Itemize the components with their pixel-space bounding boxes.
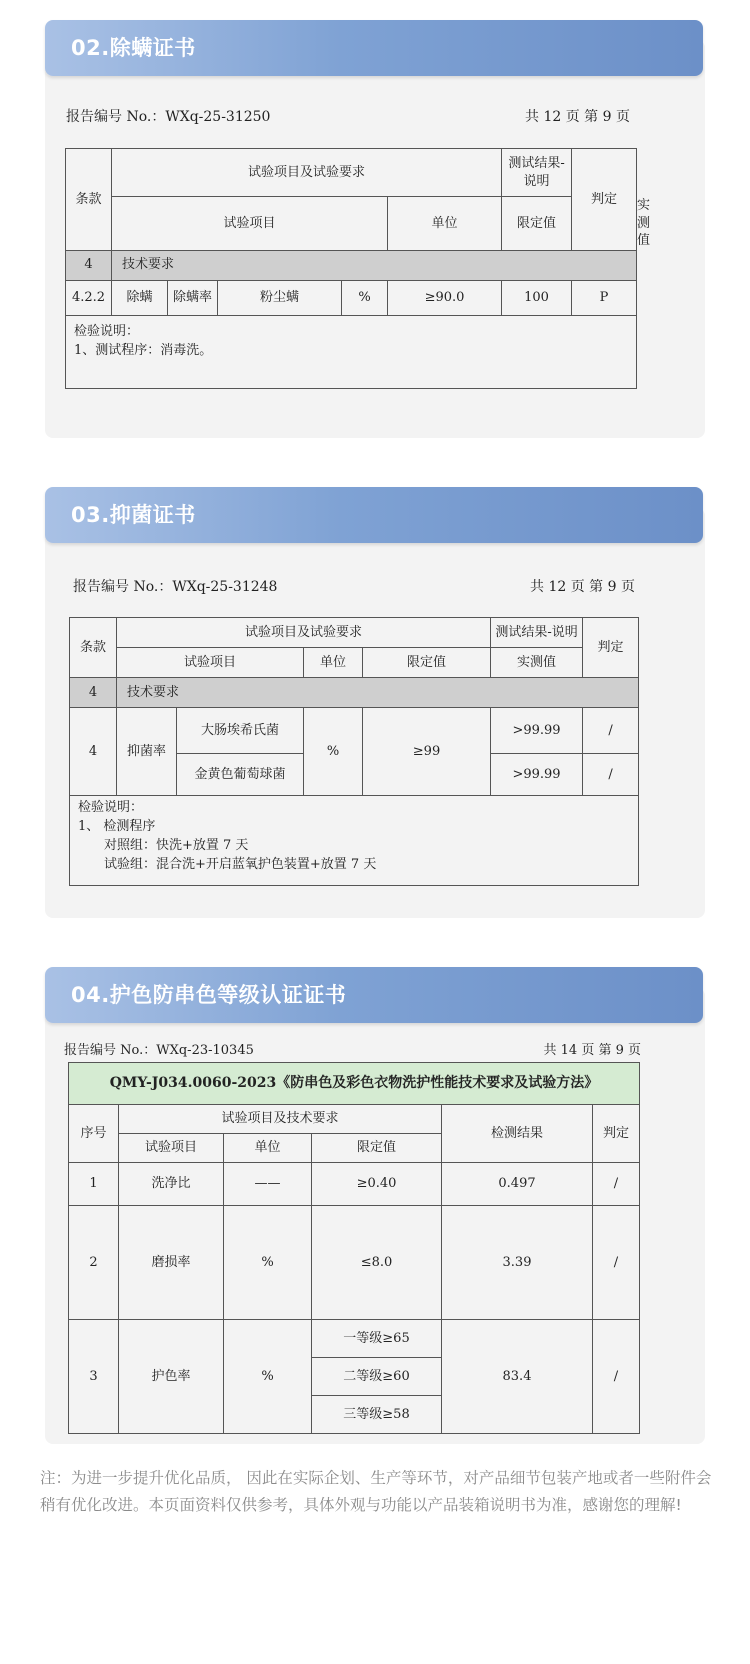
header-test-item: 试验项目 <box>112 197 388 251</box>
section-label: 技术要求 <box>112 250 637 280</box>
header-judge: 判定 <box>593 1105 640 1163</box>
table-cell: 3 <box>69 1320 119 1434</box>
notes-title: 检验说明： <box>74 323 140 339</box>
result-table-04 <box>68 1062 640 1434</box>
section-number: 4 <box>70 678 117 708</box>
report-number-04: 报告编号 No.：WXq-23-10345 <box>64 1043 254 1058</box>
table-cell: ≥0.40 <box>312 1163 442 1206</box>
table-cell: 磨损率 <box>119 1206 224 1320</box>
table-cell: 4 <box>70 708 117 796</box>
table-cell: % <box>304 708 363 796</box>
notes-line: 试验组：混合洗+开启蓝氧护色装置+放置 7 天 <box>104 857 377 872</box>
section-title-03: 03.抑菌证书 <box>71 503 196 527</box>
result-table-03 <box>69 617 639 886</box>
header-judge: 判定 <box>572 149 637 251</box>
table-cell: 二等级≥60 <box>312 1358 442 1396</box>
table-cell: 100 <box>502 280 572 315</box>
table-cell: ≥90.0 <box>388 280 502 315</box>
header-limit: 限定值 <box>502 197 572 251</box>
header-limit: 限定值 <box>363 648 491 678</box>
table-cell: % <box>342 280 388 315</box>
banner-02 <box>45 20 703 76</box>
table-cell: / <box>583 708 639 754</box>
table-cell: P <box>572 280 637 315</box>
table-cell: 除螨 <box>112 280 168 315</box>
table-cell: 83.4 <box>442 1320 593 1434</box>
header-items-requirements: 试验项目及技术要求 <box>119 1105 442 1134</box>
section-title-02: 02.除螨证书 <box>71 36 196 60</box>
result-table-02 <box>65 148 637 389</box>
table-cell: 金黄色葡萄球菌 <box>177 754 304 796</box>
header-no: 序号 <box>69 1105 119 1163</box>
table-cell: 抑菌率 <box>117 708 177 796</box>
table-cell: >99.99 <box>491 708 583 754</box>
table-cell: 大肠埃希氏菌 <box>177 708 304 754</box>
table-cell: >99.99 <box>491 754 583 796</box>
test-notes <box>66 315 637 388</box>
standard-title: QMY-J034.0060-2023《防串色及彩色衣物洗护性能技术要求及试验方法》 <box>69 1063 640 1105</box>
report-number-02: 报告编号 No.：WXq-25-31250 <box>66 109 271 125</box>
header-limit: 限定值 <box>312 1134 442 1163</box>
banner-03 <box>45 487 703 543</box>
table-cell: 0.497 <box>442 1163 593 1206</box>
header-unit: 单位 <box>304 648 363 678</box>
header-measured: 实测值 <box>491 648 583 678</box>
section-label: 技术要求 <box>117 678 639 708</box>
table-cell: / <box>593 1320 640 1434</box>
table-cell: 2 <box>69 1206 119 1320</box>
header-clause: 条款 <box>70 618 117 678</box>
table-cell: / <box>593 1206 640 1320</box>
table-cell: 一等级≥65 <box>312 1320 442 1358</box>
notes-line: 对照组：快洗+放置 7 天 <box>104 838 249 853</box>
header-test-item: 试验项目 <box>119 1134 224 1163</box>
footer-note: 注：为进一步提升优化品质， 因此在实际企划、生产等环节，对产品细节包装产地或者一些附件会稍有优化改进。本页面资料仅供参考，具体外观与功能以产品装箱说明书为准，感谢您的理解! <box>40 1469 712 1514</box>
table-cell: 3.39 <box>442 1206 593 1320</box>
header-items-requirements: 试验项目及试验要求 <box>117 618 491 648</box>
table-cell: 粉尘螨 <box>218 280 342 315</box>
test-notes <box>70 796 639 886</box>
page-count-03: 共 12 页 第 9 页 <box>530 579 635 595</box>
table-cell: —— <box>224 1163 312 1206</box>
table-cell: / <box>583 754 639 796</box>
table-cell: 1 <box>69 1163 119 1206</box>
notes-title: 检验说明： <box>78 800 144 815</box>
header-unit: 单位 <box>224 1134 312 1163</box>
page-count-04: 共 14 页 第 9 页 <box>543 1043 641 1058</box>
table-cell: % <box>224 1320 312 1434</box>
header-result: 检测结果 <box>442 1105 593 1163</box>
table-cell: % <box>224 1206 312 1320</box>
page-count-02: 共 12 页 第 9 页 <box>525 109 630 125</box>
table-cell: 三等级≥58 <box>312 1396 442 1434</box>
table-cell: / <box>593 1163 640 1206</box>
notes-line: 1、 检测程序 <box>78 819 156 834</box>
section-number: 4 <box>66 250 112 280</box>
table-cell: ≥99 <box>363 708 491 796</box>
header-judge: 判定 <box>583 618 639 678</box>
notes-line: 1、测试程序：消毒洗。 <box>74 342 213 358</box>
table-cell: 4.2.2 <box>66 280 112 315</box>
table-cell: 护色率 <box>119 1320 224 1434</box>
table-cell: 除螨率 <box>168 280 218 315</box>
header-result: 测试结果-说明 <box>502 149 572 197</box>
header-result: 测试结果-说明 <box>491 618 583 648</box>
table-cell: ≤8.0 <box>312 1206 442 1320</box>
header-test-item: 试验项目 <box>117 648 304 678</box>
section-title-04: 04.护色防串色等级认证证书 <box>71 983 347 1007</box>
header-unit: 单位 <box>388 197 502 251</box>
table-cell: 洗净比 <box>119 1163 224 1206</box>
banner-04 <box>45 967 703 1023</box>
report-number-03: 报告编号 No.：WXq-25-31248 <box>73 579 278 595</box>
header-items-requirements: 试验项目及试验要求 <box>112 149 502 197</box>
header-clause: 条款 <box>66 149 112 251</box>
